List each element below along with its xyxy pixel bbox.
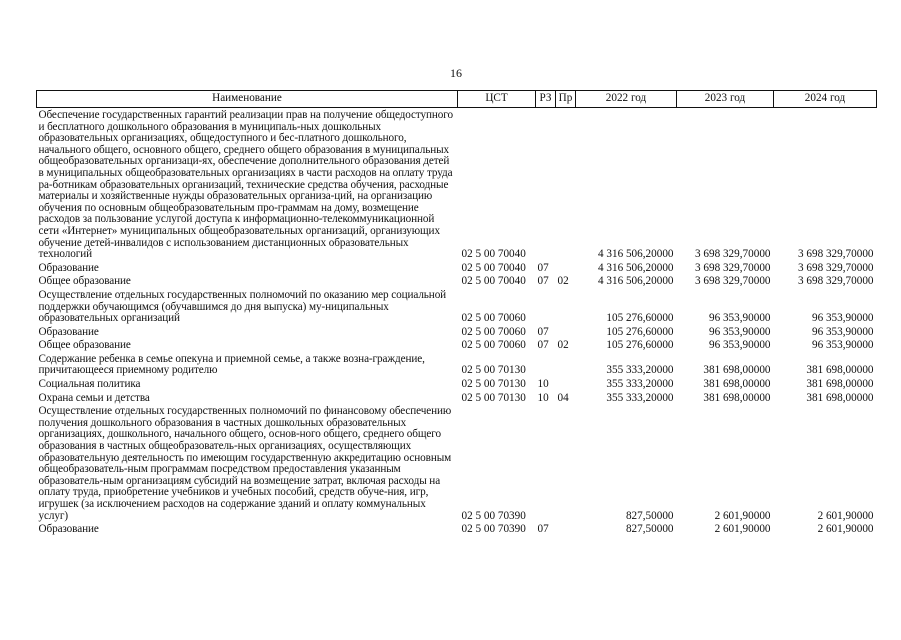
row-2023: 2 601,90000 xyxy=(714,523,771,536)
row-rz xyxy=(536,108,556,261)
row-name: Образование xyxy=(38,523,99,536)
row-rz: 07 xyxy=(537,325,549,338)
row-rz: 10 xyxy=(537,378,549,391)
row-name: Общее образование xyxy=(38,339,131,352)
row-name: Обеспечение государственных гарантий реализации прав на получение общедоступного и бесплатного дошкольного образования в муниципаль-ных дошкольных образовательных организациях, общедоступного и бес-платного дошкольного, начального общего, основного общего, среднего общего образования в муниципальных общеобразовательных организаци-ях, обеспечение дополнительного образования детей в муниципальных общеобразовательных организациях в части расходов на оплату труда ра-ботникам образовательных организаций, технические средства обучения, расходные материалы и хозяйственные нужды образовательных организа-ций, на организацию обучения по основным общеобразовательным про-граммам на дому, возмещение расходов за пользование услугой доступа к информационно-телекоммуникационной сети «Интернет» муниципальных общеобразовательных организаций, организующих обучение детей-инвалидов с использованием дистанционных образовательных технологий xyxy=(38,109,453,261)
row-2023: 96 353,90000 xyxy=(708,339,771,352)
row-pr xyxy=(556,352,576,377)
row-code: 02 5 00 70040 xyxy=(461,261,526,274)
row-2022: 4 316 506,20000 xyxy=(597,261,674,274)
header-2024: 2024 год xyxy=(774,91,877,108)
row-2022: 355 333,20000 xyxy=(606,391,674,404)
row-2024: 2 601,90000 xyxy=(817,523,874,536)
row-rz: 07 xyxy=(537,275,549,288)
row-name: Образование xyxy=(38,261,99,274)
row-code: 02 5 00 70130 xyxy=(461,391,526,404)
row-rz: 07 xyxy=(537,523,549,536)
row-2024: 2 601,90000 xyxy=(817,509,874,522)
row-pr xyxy=(556,325,576,339)
row-pr xyxy=(556,377,576,391)
row-2023: 3 698 329,70000 xyxy=(694,275,771,288)
row-pr xyxy=(556,404,576,522)
row-2024: 3 698 329,70000 xyxy=(797,275,874,288)
row-pr xyxy=(556,261,576,275)
row-name: Социальная политика xyxy=(38,378,141,391)
row-name: Осуществление отдельных государственных полномочий по оказанию мер социальной поддержки обучающимся (обучавшимся до дня выпуска) му-ниципальных образовательных организаций xyxy=(38,288,447,325)
row-2024: 96 353,90000 xyxy=(811,312,874,325)
row-name: Общее образование xyxy=(38,275,131,288)
row-2024: 381 698,00000 xyxy=(806,391,874,404)
row-2022: 827,50000 xyxy=(625,509,674,522)
row-code: 02 5 00 70390 xyxy=(461,509,526,522)
row-2023: 3 698 329,70000 xyxy=(694,248,771,261)
row-2022: 355 333,20000 xyxy=(606,378,674,391)
table-header-row xyxy=(37,91,877,108)
row-2024: 96 353,90000 xyxy=(811,339,874,352)
row-pr xyxy=(556,108,576,261)
table-row xyxy=(37,274,877,288)
table-row xyxy=(37,522,877,536)
row-code: 02 5 00 70390 xyxy=(461,523,526,536)
row-code: 02 5 00 70130 xyxy=(461,378,526,391)
row-2024: 381 698,00000 xyxy=(806,378,874,391)
row-code: 02 5 00 70060 xyxy=(461,325,526,338)
row-name: Охрана семьи и детства xyxy=(38,391,150,404)
row-2023: 381 698,00000 xyxy=(703,378,771,391)
row-name: Осуществление отдельных государственных полномочий по финансовому обеспечению получения дошкольного образования в частных дошкольных образовательных организациях, дошкольного, начального общего, основ-ного общего, среднего общего образования в частных общеобразователь-ных организациях, осуществляющих образовательную деятельность по имеющим государственную аккредитацию основным общеобразователь-ным программам посредством предоставления указанным образователь-ным организациям субсидий на возмещение затрат, включая расходы на оплату труда, приобретение учебников и учебных пособий, средств обуче-ния, игр, игрушек (за исключением расходов на содержание зданий и оплату коммунальных услуг) xyxy=(38,405,452,522)
table-row xyxy=(37,352,877,377)
row-rz: 10 xyxy=(537,391,549,404)
row-pr xyxy=(556,522,576,536)
row-2022: 105 276,60000 xyxy=(606,325,674,338)
row-code: 02 5 00 70040 xyxy=(461,275,526,288)
row-rz xyxy=(536,288,556,325)
row-2022: 105 276,60000 xyxy=(606,339,674,352)
table-row xyxy=(37,377,877,391)
row-2024: 381 698,00000 xyxy=(806,364,874,377)
table-row xyxy=(37,325,877,339)
row-2023: 96 353,90000 xyxy=(708,325,771,338)
table-row xyxy=(37,338,877,352)
row-code: 02 5 00 70130 xyxy=(461,364,526,377)
row-2023: 381 698,00000 xyxy=(703,364,771,377)
row-2022: 355 333,20000 xyxy=(606,364,674,377)
budget-table xyxy=(36,90,877,536)
row-rz: 07 xyxy=(537,261,549,274)
row-code: 02 5 00 70040 xyxy=(461,248,526,261)
row-pr: 02 xyxy=(557,275,569,288)
row-2022: 827,50000 xyxy=(625,523,674,536)
page-number: 16 xyxy=(450,66,462,80)
row-2024: 96 353,90000 xyxy=(811,325,874,338)
header-pr: Пр xyxy=(556,91,576,108)
table-row xyxy=(37,288,877,325)
row-rz: 07 xyxy=(537,339,549,352)
table-row xyxy=(37,391,877,405)
row-2024: 3 698 329,70000 xyxy=(797,248,874,261)
row-code: 02 5 00 70060 xyxy=(461,339,526,352)
table-row xyxy=(37,404,877,522)
header-name: Наименование xyxy=(37,91,458,108)
row-2022: 4 316 506,20000 xyxy=(597,275,674,288)
header-code: ЦСТ xyxy=(458,91,536,108)
table-row xyxy=(37,108,877,261)
row-2023: 2 601,90000 xyxy=(714,509,771,522)
header-rz: РЗ xyxy=(536,91,556,108)
row-rz xyxy=(536,352,556,377)
row-2022: 4 316 506,20000 xyxy=(597,248,674,261)
row-pr: 04 xyxy=(557,391,569,404)
row-pr xyxy=(556,288,576,325)
header-2023: 2023 год xyxy=(677,91,774,108)
row-2022: 105 276,60000 xyxy=(606,312,674,325)
row-pr: 02 xyxy=(557,339,569,352)
row-name: Содержание ребенка в семье опекуна и приемной семье, а также возна-граждение, причитающееся приемному родителю xyxy=(38,352,425,377)
row-rz xyxy=(536,404,556,522)
row-2024: 3 698 329,70000 xyxy=(797,261,874,274)
table-row xyxy=(37,261,877,275)
row-code: 02 5 00 70060 xyxy=(461,312,526,325)
row-name: Образование xyxy=(38,325,99,338)
header-2022: 2022 год xyxy=(576,91,677,108)
row-2023: 96 353,90000 xyxy=(708,312,771,325)
row-2023: 3 698 329,70000 xyxy=(694,261,771,274)
row-2023: 381 698,00000 xyxy=(703,391,771,404)
